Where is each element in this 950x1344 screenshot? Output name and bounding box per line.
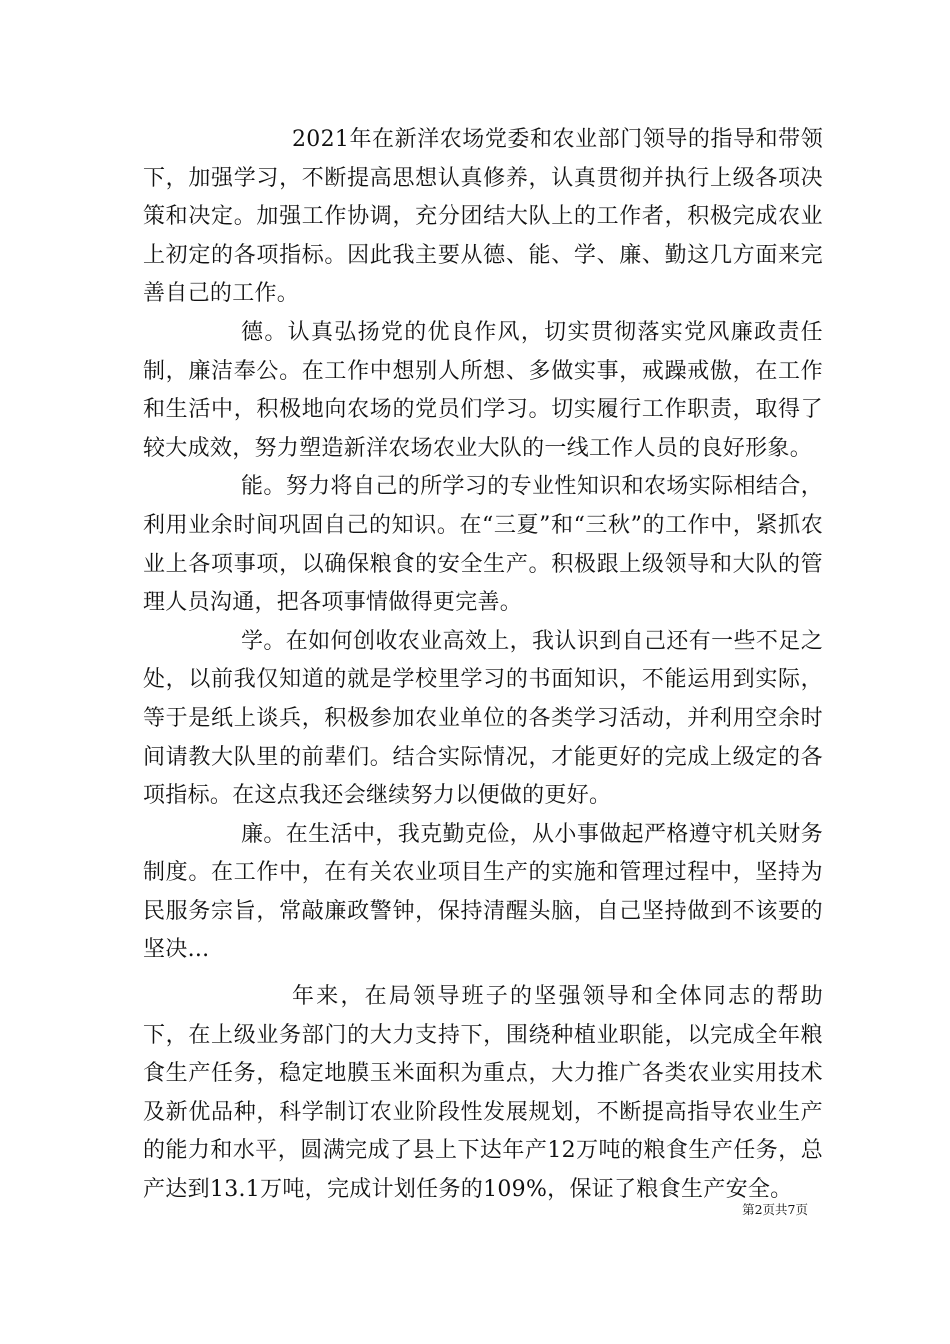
paragraph-intro: 2021年在新洋农场党委和农业部门领导的指导和带领下，加强学习，不断提高思想认真修养，认真贯彻并执行上级各项决策和决定。加强工作协调，充分团结大队上的工作者，积极完成农业上初定的各项指标。因此我主要从德、能、学、廉、勤这几方面来完善自己的工作。 (143, 127, 823, 307)
document-body (143, 121, 823, 1210)
page-number: 第2页共7页 (742, 1202, 808, 1217)
page-footer (700, 1200, 808, 1218)
paragraph-integrity: 廉。在生活中，我克勤克俭，从小事做起严格遵守机关财务制度。在工作中，在有关农业项目生产的实施和管理过程中，坚持为民服务宗旨，常敲廉政警钟，保持清醒头脑，自己坚持做到不该要的坚决... (143, 821, 823, 963)
paragraph-annual-summary: 年来，在局领导班子的坚强领导和全体同志的帮助下，在上级业务部门的大力支持下，围绕种植业职能，以完成全年粮食生产任务，稳定地膜玉米面积为重点，大力推广各类农业实用技术及新优品种，科学制订农业阶段性发展规划，不断提高指导农业生产的能力和水平，圆满完成了县上下达年产12万吨的粮食生产任务，总产达到13.1万吨，完成计划任务的109%，保证了粮食生产安全。 (143, 984, 823, 1203)
paragraph-ability: 能。努力将自己的所学习的专业性知识和农场实际相结合，利用业余时间巩固自己的知识。在“三夏”和“三秋”的工作中，紧抓农业上各项事项，以确保粮食的安全生产。积极跟上级领导和大队的管理人员沟通，把各项事情做得更完善。 (143, 474, 823, 616)
paragraph-virtue: 德。认真弘扬党的优良作风，切实贯彻落实党风廉政责任制，廉洁奉公。在工作中想别人所想、多做实事，戒躁戒傲，在工作和生活中，积极地向农场的党员们学习。切实履行工作职责，取得了较大成效，努力塑造新洋农场农业大队的一线工作人员的良好形象。 (143, 319, 823, 461)
paragraph-learning: 学。在如何创收农业高效上，我认识到自己还有一些不足之处，以前我仅知道的就是学校里学习的书面知识，不能运用到实际，等于是纸上谈兵，积极参加农业单位的各类学习活动，并利用空余时间请教大队里的前辈们。结合实际情况，才能更好的完成上级定的各项指标。在这点我还会继续努力以便做的更好。 (143, 628, 823, 809)
